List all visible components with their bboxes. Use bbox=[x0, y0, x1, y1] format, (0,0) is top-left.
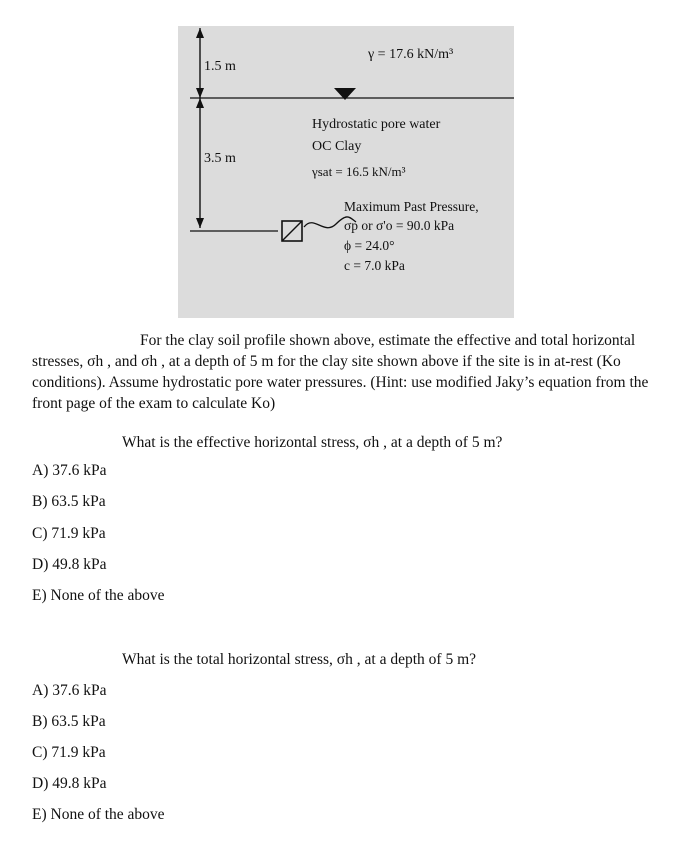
soil-profile-figure bbox=[178, 26, 514, 318]
friction-angle: ϕ = 24.0° bbox=[344, 238, 395, 253]
soil-type-label: OC Clay bbox=[312, 139, 362, 154]
problem-statement bbox=[32, 330, 664, 414]
hydrostatic-label: Hydrostatic pore water bbox=[312, 117, 441, 132]
max-past-pressure-title: Maximum Past Pressure, bbox=[344, 199, 479, 214]
q1-option-d[interactable]: D) 49.8 kPa bbox=[32, 556, 107, 573]
arrow-up-icon bbox=[196, 98, 204, 108]
problem-line-1: For the clay soil profile shown above, estimate the effective and total horizontal bbox=[140, 332, 636, 349]
q1-option-a[interactable]: A) 37.6 kPa bbox=[32, 462, 107, 479]
problem-rest: stresses, σh , and σh , at a depth of 5 m for the clay site shown above if the site is in at-rest (Ko conditions). Assume hydrostatic pore water pressures. (Hint: use modified Jaky’s equation from the front page of the exam to calculate Ko) bbox=[32, 353, 649, 412]
arrow-down-icon bbox=[196, 88, 204, 98]
q1-option-e[interactable]: E) None of the above bbox=[32, 587, 165, 604]
max-past-pressure-value: σp or σ'o = 90.0 kPa bbox=[344, 218, 455, 233]
cohesion: c = 7.0 kPa bbox=[344, 258, 405, 273]
arrow-down-icon bbox=[196, 218, 204, 228]
soil-element-diagonal bbox=[282, 221, 302, 241]
saturated-unit-weight: γsat = 16.5 kN/m³ bbox=[312, 164, 406, 179]
q2-option-a[interactable]: A) 37.6 kPa bbox=[32, 682, 107, 699]
question-2-text: What is the total horizontal stress, σh , at a depth of 5 m? bbox=[122, 651, 477, 668]
arrow-up-icon bbox=[196, 28, 204, 38]
q1-option-b[interactable]: B) 63.5 kPa bbox=[32, 493, 106, 510]
layer2-thickness: 3.5 m bbox=[204, 151, 236, 166]
q2-option-d[interactable]: D) 49.8 kPa bbox=[32, 775, 107, 792]
q2-option-c[interactable]: C) 71.9 kPa bbox=[32, 744, 106, 761]
q1-option-c[interactable]: C) 71.9 kPa bbox=[32, 525, 106, 542]
q2-option-b[interactable]: B) 63.5 kPa bbox=[32, 713, 106, 730]
unit-weight-top: γ = 17.6 kN/m³ bbox=[368, 47, 454, 62]
layer1-thickness: 1.5 m bbox=[204, 59, 236, 74]
question-1-text: What is the effective horizontal stress, σh , at a depth of 5 m? bbox=[122, 434, 503, 451]
q2-option-e[interactable]: E) None of the above bbox=[32, 806, 165, 823]
